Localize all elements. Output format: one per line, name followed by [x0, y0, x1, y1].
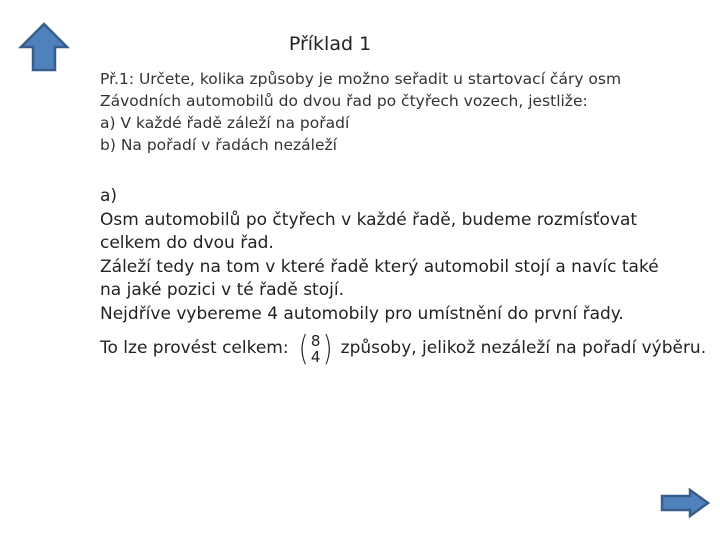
solution-line: na jaké pozici v té řadě stojí. [100, 280, 344, 300]
solution-final-line [100, 329, 710, 369]
final-prefix: To lze provést celkem: [100, 338, 289, 359]
solution-line: Nejdříve vybereme 4 automobily pro umístnění do první řady. [100, 303, 624, 324]
binom-bottom: 4 [310, 348, 321, 366]
solution-line: celkem do dvou řad. [100, 233, 274, 253]
solution-line: a) [100, 186, 118, 206]
right-arrow-icon[interactable] [660, 488, 710, 518]
binom-top: 8 [310, 332, 321, 350]
problem-line: b) Na pořadí v řadách nezáleží [100, 136, 337, 154]
solution-line: Záleží tedy na tom v které řadě který automobil stojí a navíc také [100, 256, 659, 277]
problem-line: Závodních automobilů do dvou řad po čtyřech vozech, jestliže: [100, 92, 588, 110]
page-title: Příklad 1 [288, 33, 372, 55]
problem-line: a) V každé řadě záleží na pořadí [100, 114, 350, 132]
binomial-coefficient: ( 8 4 ) [298, 329, 333, 369]
final-suffix: způsoby, jelikož nezáleží na pořadí výběru. [340, 338, 707, 359]
solution-line: Osm automobilů po čtyřech v každé řadě, budeme rozmísťovat [100, 209, 638, 230]
problem-statement [100, 68, 700, 156]
problem-line: Př.1: Určete, kolika způsoby je možno seřadit u startovací čáry osm [100, 70, 622, 88]
solution-text [100, 185, 710, 369]
